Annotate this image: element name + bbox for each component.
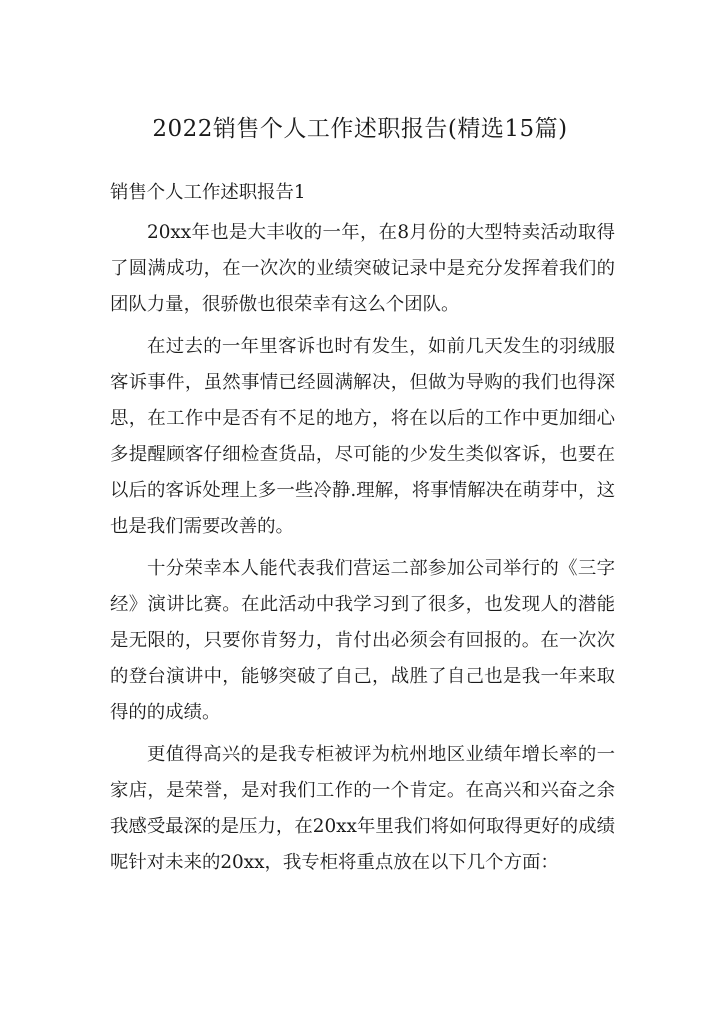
section-heading: 销售个人工作述职报告1 <box>110 182 306 203</box>
paragraph-1: 20xx年也是大丰收的一年，在8月份的大型特卖活动取得了圆满成功，在一次次的业绩突破记录中是充分发挥着我们的团队力量，很骄傲也很荣幸有这么个团队。 <box>110 222 615 315</box>
paragraph-2: 在过去的一年里客诉也时有发生，如前几天发生的羽绒服客诉事件，虽然事情已经圆满解决，但做为导购的我们也得深思，在工作中是否有不足的地方，将在以后的工作中更加细心多提醒顾客仔细检查货品，尽可能的少发生类似客诉，也要在以后的客诉处理上多一些冷静.理解，将事情解决在萌芽中，这也是我们需要改善的。 <box>110 336 615 537</box>
paragraph-3: 十分荣幸本人能代表我们营运二部参加公司举行的《三字经》演讲比赛。在此活动中我学习到了很多，也发现人的潜能是无限的，只要你肯努力，肯付出必须会有回报的。在一次次的登台演讲中，能够突破了自己，战胜了自己也是我一年来取得的的成绩。 <box>110 558 615 723</box>
paragraph-4: 更值得高兴的是我专柜被评为杭州地区业绩年增长率的一家店，是荣誉，是对我们工作的一个肯定。在高兴和兴奋之余我感受最深的是压力，在20xx年里我们将如何取得更好的成绩呢针对未来的20xx，我专柜将重点放在以下几个方面： <box>110 744 615 873</box>
document-body <box>110 175 615 887</box>
document-title: 2022销售个人工作述职报告(精选15篇) <box>152 116 568 142</box>
